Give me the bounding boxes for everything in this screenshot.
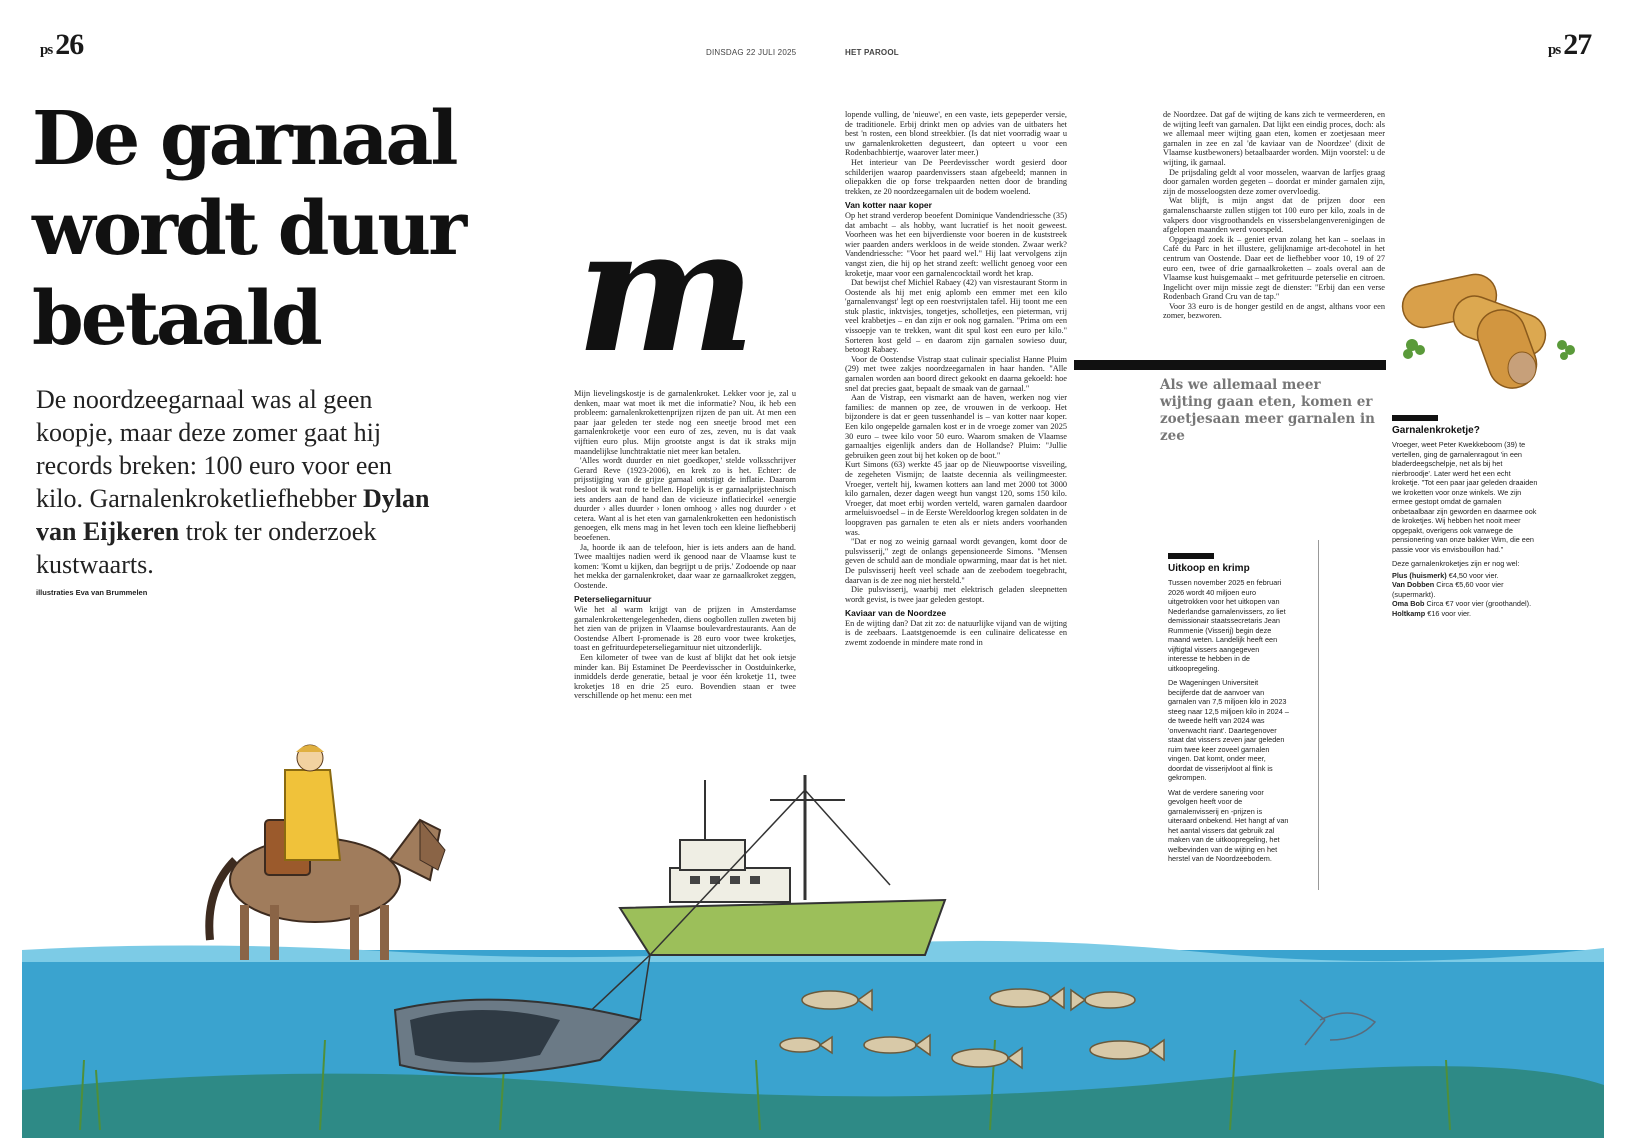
sidebar-paragraph: Tussen november 2025 en februari 2026 wordt 40 miljoen euro uitgetrokken voor het uitkopen van Nederlandse garnalenvissers, zo liet demissionair staatssecretaris Jean Rummenie (Visserij) begin deze maand weten. Landelijk heeft een vijftigtal vissers aangegeven interesse te hebben in de uitkoopregeling. bbox=[1168, 578, 1286, 673]
headline bbox=[32, 94, 552, 364]
column-divider bbox=[1318, 540, 1319, 890]
paragraph: Een kilometer of twee van de kust af blijkt dat het ook ietsje minder kan. Bij Estaminet De Peerdevisscher in Oostduinkerke, inmiddels derde generatie, betaal je voor één kroketje 11, twee kroketjes 18 en drie 25 euro. Bovendien staan er twee verschillende op het menu: een met bbox=[574, 653, 796, 701]
article-column-2 bbox=[845, 110, 1067, 747]
paragraph: Wat blijft, is mijn angst dat de prijzen door een garnalenschaarste zullen stijgen tot 100 euro per kilo, zoals in de vakpers door visgroothandels en vissersbelangenverenigingen de afgelopen maanden werd voorspeld. bbox=[1163, 196, 1385, 235]
fishing-net-icon bbox=[395, 955, 650, 1074]
headline-line: De garnaal bbox=[32, 96, 456, 182]
fish-icons bbox=[780, 988, 1164, 1068]
sidebar-paragraph: Wat de verdere sanering voor gevolgen heeft voor de garnalenvisserij en -prijzen is uiteraard onbekend. Het hangt af van het aantal vissers dat gebruik zal maken van de uitkoopregeling, het welbevinden van de wijting en het herstel van de Noordzeebodem. bbox=[1168, 787, 1289, 863]
list-item: Van Dobben Circa €5,60 voor vier (supermarkt). bbox=[1392, 580, 1504, 599]
paragraph: Voor 33 euro is de honger gestild en de angst, althans voor een zomer, bezworen. bbox=[1163, 301, 1385, 321]
paragraph: Dat bewijst chef Michiel Rabaey (42) van visrestaurant Storm in Oostende als hij met enig aplomb een emmer met een kilo 'garnalenvangst' legt op een roestvrijstalen tafel. Hij toont me een stuk plastic, inktvisjes, tongetjes, scholletjes, een pieterman, vrij veel krabbetjes – en dan zijn er ook nog garnalen. "Prima om een vissoepje van te trekken, want dit spul kost een euro per kilo." Sorteren kost geld – en daarom zijn garnalen sowieso duur, betoogt Rabaey. bbox=[845, 278, 1067, 355]
page-number-left: ps 26 bbox=[40, 28, 84, 61]
sidebar-text bbox=[1168, 578, 1290, 864]
sidebar-text bbox=[1392, 440, 1540, 618]
paragraph: lopende vulling, de 'nieuwe', en een vaste, iets gepeperder versie, de traditionele. Erbij drinkt men op advies van de uitbaters het best 'n rosten, een blond streekbier. (Is dat niet voorradig waar u uw garnalenkroketten degusteert, dan opteert u voor een Rodenbachbiertje, waarover later meer.) bbox=[845, 110, 1067, 158]
author-name: Dylan van Eijkeren bbox=[36, 484, 430, 546]
sidebar-list-intro: Deze garnalenkroketjes zijn er nog wel: bbox=[1392, 559, 1520, 568]
headline-line: betaald bbox=[32, 276, 320, 362]
illustration-credit: illustraties Eva van Brummelen bbox=[36, 588, 148, 597]
sidebar-paragraph: De Wageningen Universiteit becijferde dat de aanvoer van garnalen van 7,5 miljoen kilo in 2023 steeg naar 12,5 miljoen kilo in 2024 – de tweede helft van 2024 was 'onverwacht riant'. Daartegenover staat dat vissers zeven jaar geleden ruim twee keer zoveel garnalen vingen. Dat komt, onder meer, doordat de visserijvloot al flink is gekrompen. bbox=[1168, 678, 1289, 782]
paragraph: Opgejaagd zoek ik – geniet ervan zolang het kan – soelaas in Café du Parc in het illustere, gelijknamige art-decohotel in het centrum van Oostende. Daar eet de liefhebber voor 10, 19 of 27 euro een, twee of drie garnaalkroketten – zoals overal aan de Vlaamse kust huisgemaakt – met gefrituurde peterselie en citroen. Ingelicht over mijn missie zegt de dienster: "Erbij dan een verse Rodenbach Grand Cru van de tap." bbox=[1163, 234, 1385, 302]
paragraph: Het interieur van De Peerdevisscher wordt gesierd door schilderijen waarop paardenvissers staan afgebeeld; mannen in oliepakken die op forse trekpaarden netten door de branding trekken, ze 20 noordzeegarnalen uit de bodem woelend. bbox=[845, 157, 1067, 196]
croquette-icon bbox=[1399, 270, 1552, 394]
shrimp-icon bbox=[1300, 1000, 1375, 1045]
horse-rider-icon bbox=[209, 745, 445, 960]
seaweed bbox=[80, 1040, 1450, 1130]
paragraph: 'Alles wordt duurder en niet goedkoper,' stelde volksschrijver Gerard Reve (1923-2006), en krek zo is het. Echter: de prijsstijging van de grijze garnaal ontstijgt de inflatie. Daarom besloot ik wat rond te bellen. Hopelijk is er garnaalprijstechnisch iets anders aan de hand dan de vicieuze inflatiecirkel «energie duurder › alles duurder › lonen omhoog › alles nog duurder › et cetera. Want al is het eten van garnalenkroketten een hedonistisch genoegen, elk mens mag in het leven toch een kleine liefhebberij beoefenen. bbox=[574, 456, 796, 542]
pullquote: Als we allemaal meer wijting gaan eten, komen er zoetjesaan meer garnalen in zee bbox=[1160, 377, 1375, 444]
subheading: Van kotter naar koper bbox=[845, 200, 932, 211]
newspaper-name: HET PAROOL bbox=[845, 48, 899, 57]
paragraph: Voor de Oostendse Vistrap staat culinair specialist Hanne Pluim (29) met twee zakjes noordzeegarnalen in haar handen. "Alle garnalen worden aan boord direct gekookt en daarna gekoeld: hoe snel dat precies gaat, bepaalt de smaak van de garnaal." bbox=[845, 354, 1067, 393]
intro: De noordzeegarnaal was al geen koopje, maar deze zomer gaat hij records breken: 100 euro voor een kilo. Garnalenkroketliefhebber Dylan van Eijkeren trok ter onderzoek kustwaarts. bbox=[36, 385, 430, 579]
sea bbox=[22, 950, 1604, 1138]
sidebar-title: Uitkoop en krimp bbox=[1168, 563, 1250, 574]
drop-initial bbox=[572, 232, 772, 382]
fishing-boat-icon bbox=[620, 775, 945, 955]
paragraph: Wie het al warm krijgt van de prijzen in Amsterdamse garnalenkrokettengelegenheden, diens oogbollen zullen zweten bij het zien van de prijzen in Vlaamse boulevardrestaurants. Aan de Oostendse Albert I-promenade is 28 euro voor twee kroketjes, toast en gefrituurdepeterseliegarnituur niet uitzonderlijk. bbox=[574, 605, 796, 653]
paragraph: Op het strand verderop beoefent Dominique Vandendriessche (35) dat ambacht – als hobby, want lucratief is het nooit geweest. Voorheen was het een bijverdienste voor boeren in de kuststreek wier paarden anders werkloos in de weide stonden. Zwaar werk? Vandendriessche: "Voor het paard wel." Hij laat vervolgens zijn vangst zien, die hij op het strand zeeft: wellicht genoeg voor een kroketje, maar voor een garnalencocktail wordt het krap. bbox=[845, 210, 1067, 278]
drop-initial-letter: m bbox=[576, 232, 756, 382]
page-number-right: ps 27 bbox=[1548, 28, 1592, 61]
list-item: Plus (huismerk) €4,50 voor vier. bbox=[1392, 570, 1499, 580]
list-item: Oma Bob Circa €7 voor vier (groothandel). bbox=[1392, 599, 1532, 608]
paragraph: Ja, hoorde ik aan de telefoon, hier is iets anders aan de hand. Twee maaltijes nadien werd ik genood naar de Vlaamse kust te komen: 'Komt u kijken, dan begrijpt u de prijs.' Zodoende op naar het mekka der garnalenkroket, daar waar ze garnaalkroket zeggen, Oostende. bbox=[574, 542, 796, 590]
paragraph: Mijn lievelingskostje is de garnalenkroket. Lekker voor je, zal u denken, maar wat moet ik met die informatie? Nou, ik heb een probleem: garnalenkrokettenprijzen rijzen de pan uit. At men een paar jaar geleden ter stede nog een sneetje brood met een garnalenkroketje voor een euro of zes, zeven, nu is dat vaak vijftien euro plus. Mijn grootste angst is dat ik straks mijn maandelijkse lunchtraktatie niet meer kan betalen. bbox=[574, 389, 796, 456]
paragraph: Die pulsvisserij, waarbij met elektrisch geladen sleepnetten wordt gevist, is twee jaar geleden gestopt. bbox=[845, 585, 1067, 604]
sidebar-rule bbox=[1168, 553, 1214, 559]
headline-line: wordt duur bbox=[32, 186, 465, 272]
paragraph: "Dat er nog zo weinig garnaal wordt gevangen, komt door de pulsvisserij," zegt de onlangs gepensioneerde Simons. "Mensen geven de schuld aan de mondiale opwarming, maar dat is het niet. De pulsvisserij heeft veel schade aan de zeebodem toegebracht, daarvan is de zee nog niet hersteld." bbox=[845, 537, 1067, 585]
article-column-1 bbox=[574, 389, 796, 747]
subheading: Kaviaar van de Noordzee bbox=[845, 608, 947, 619]
list-item: Holtkamp €16 voor vier. bbox=[1392, 608, 1472, 618]
seabed bbox=[22, 1066, 1604, 1138]
issue-date: DINSDAG 22 JULI 2025 bbox=[706, 48, 797, 57]
sidebar-title: Garnalenkroketje? bbox=[1392, 425, 1480, 436]
sidebar-paragraph: Vroeger, weet Peter Kwekkeboom (39) te vertellen, ging de garnalenragout 'in een bladerdeegschelpje, net als bij het nierbroodje'. Later werd het een echt kroketje. "Tot een paar jaar geleden draaiden we kroketten voor onze winkels. We zijn ermee gestopt omdat de garnalen onbetaalbaar zijn geworden en daarmee ook de kroketjes. Wij hebben het nooit meer opgepakt, overigens ook vanwege de pensionering van onze bakker Wim, die een passie voor vis envisbouillon had." bbox=[1392, 440, 1538, 554]
pullquote-rule bbox=[1074, 360, 1386, 370]
croquette-illustration bbox=[1392, 250, 1592, 400]
paragraph: de Noordzee. Dat gaf de wijting de kans zich te vermeerderen, en de wijting leeft van garnalen. Dat lijkt een eindig proces, doch: als we allemaal meer wijting gaan eten, komen er zoetjesaan meer garnalen in zee en zal 'de kaviaar van de Noordzee' (dixit de Vlaamse kustbewoners) betaalbaarder worden. Mijn voorstel: u de wijting, ik garnaal. bbox=[1163, 110, 1385, 167]
paragraph: En de wijting dan? Dat zit zo: de natuurlijke vijand van de wijting is de zeebaars. Laatstgenoemde is een culinaire delicatesse en zwemt zodoende in mindere mate rond in bbox=[845, 618, 1067, 648]
sidebar-rule bbox=[1392, 415, 1438, 421]
article-column-3 bbox=[1163, 110, 1385, 350]
sidebar-uitkoop bbox=[1168, 553, 1290, 869]
sea-surface bbox=[22, 941, 1604, 962]
paragraph: Aan de Vistrap, een vismarkt aan de haven, werken nog vier families: de mannen op zee, de vrouwen in de verkoop. Het bijzondere is dat er geen tussenhandel is – van kotter naar koper. Een kilo ongepelde garnalen kost er in de vroege zomer van 2025 30 euro – twee kilo voor 50 euro. Waarom smaken de Vlaamse garnaaltjes eigenlijk anders dan de Hollandse? Pluim: "Jullie gebruiken geen zout bij het koken op de boot." bbox=[845, 393, 1067, 460]
sidebar-kroketje bbox=[1392, 415, 1540, 618]
paragraph: De prijsdaling geldt al voor mosselen, waarvan de larfjes graag door garnalen worden gegeten – doordat er minder garnalen zijn, zijn de mosseloogsten deze zomer overvloedig. bbox=[1163, 167, 1385, 196]
subheading: Peterseliegarnituur bbox=[574, 594, 652, 605]
paragraph: Kurt Simons (63) werkte 45 jaar op de Nieuwpoortse visveiling, de zegeheten Vismijn; de laatste decennia als veilingmeester. Vroeger, vertelt hij, kwamen kotters aan land met 2000 tot 3000 kilo garnalen, dezer dagen weegt hun vangst 120, soms 150 kilo. Vroeger, dat moet erbij worden verteld, waren garnalen daardoor armeluisvoedsel – in de Eerste Wereldoorlog kregen soldaten in de loopgraven pas garnalen te eten als er niets anders voorhanden was. bbox=[845, 460, 1067, 537]
